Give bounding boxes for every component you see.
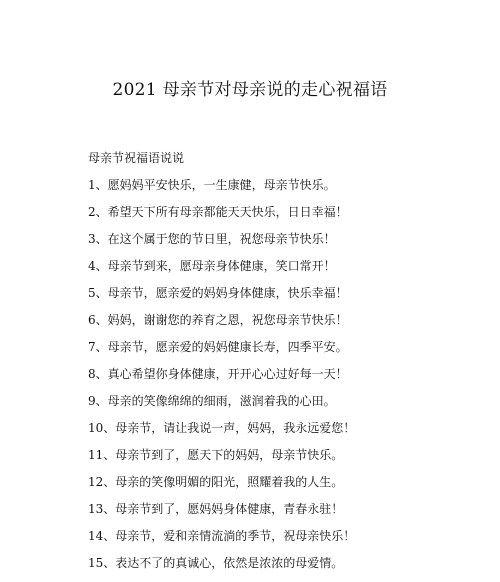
list-item: 6、妈妈，谢谢您的养育之恩，祝您母亲节快乐！ bbox=[88, 313, 348, 327]
document-title: 2021 母亲节对母亲说的走心祝福语 bbox=[112, 80, 388, 100]
list-item: 13、母亲节到了，愿妈妈身体健康，青春永驻！ bbox=[88, 502, 344, 516]
list-item: 3、在这个属于您的节日里，祝您母亲节快乐！ bbox=[88, 232, 336, 246]
list-item: 1、愿妈妈平安快乐，一生康健，母亲节快乐。 bbox=[88, 178, 336, 192]
list-item: 12、母亲的笑像明媚的阳光，照耀着我的人生。 bbox=[88, 475, 344, 489]
list-item: 15、表达不了的真诚心，依然是浓浓的母爱情。 bbox=[88, 556, 344, 570]
list-item: 7、母亲节，愿亲爱的妈妈健康长寿，四季平安。 bbox=[88, 340, 348, 354]
list-item: 8、真心希望你身体健康，开开心心过好每一天！ bbox=[88, 367, 348, 381]
list-item: 14、母亲节，爱和亲情流淌的季节，祝母亲快乐！ bbox=[88, 529, 356, 543]
list-item: 2、希望天下所有母亲都能天天快乐，日日幸福！ bbox=[88, 205, 348, 219]
list-item: 9、母亲的笑像绵绵的细雨，滋润着我的心田。 bbox=[88, 394, 336, 408]
wish-list bbox=[88, 177, 355, 582]
section-heading: 母亲节祝福语说说 bbox=[88, 151, 185, 165]
list-item: 11、母亲节到了，愿天下的妈妈，母亲节快乐。 bbox=[88, 448, 344, 462]
list-item: 10、母亲节，请让我说一声，妈妈，我永远爱您！ bbox=[88, 421, 356, 435]
list-item: 5、母亲节，愿亲爱的妈妈身体健康，快乐幸福！ bbox=[88, 286, 348, 300]
list-item: 4、母亲节到来，愿母亲身体健康，笑口常开！ bbox=[88, 259, 336, 273]
